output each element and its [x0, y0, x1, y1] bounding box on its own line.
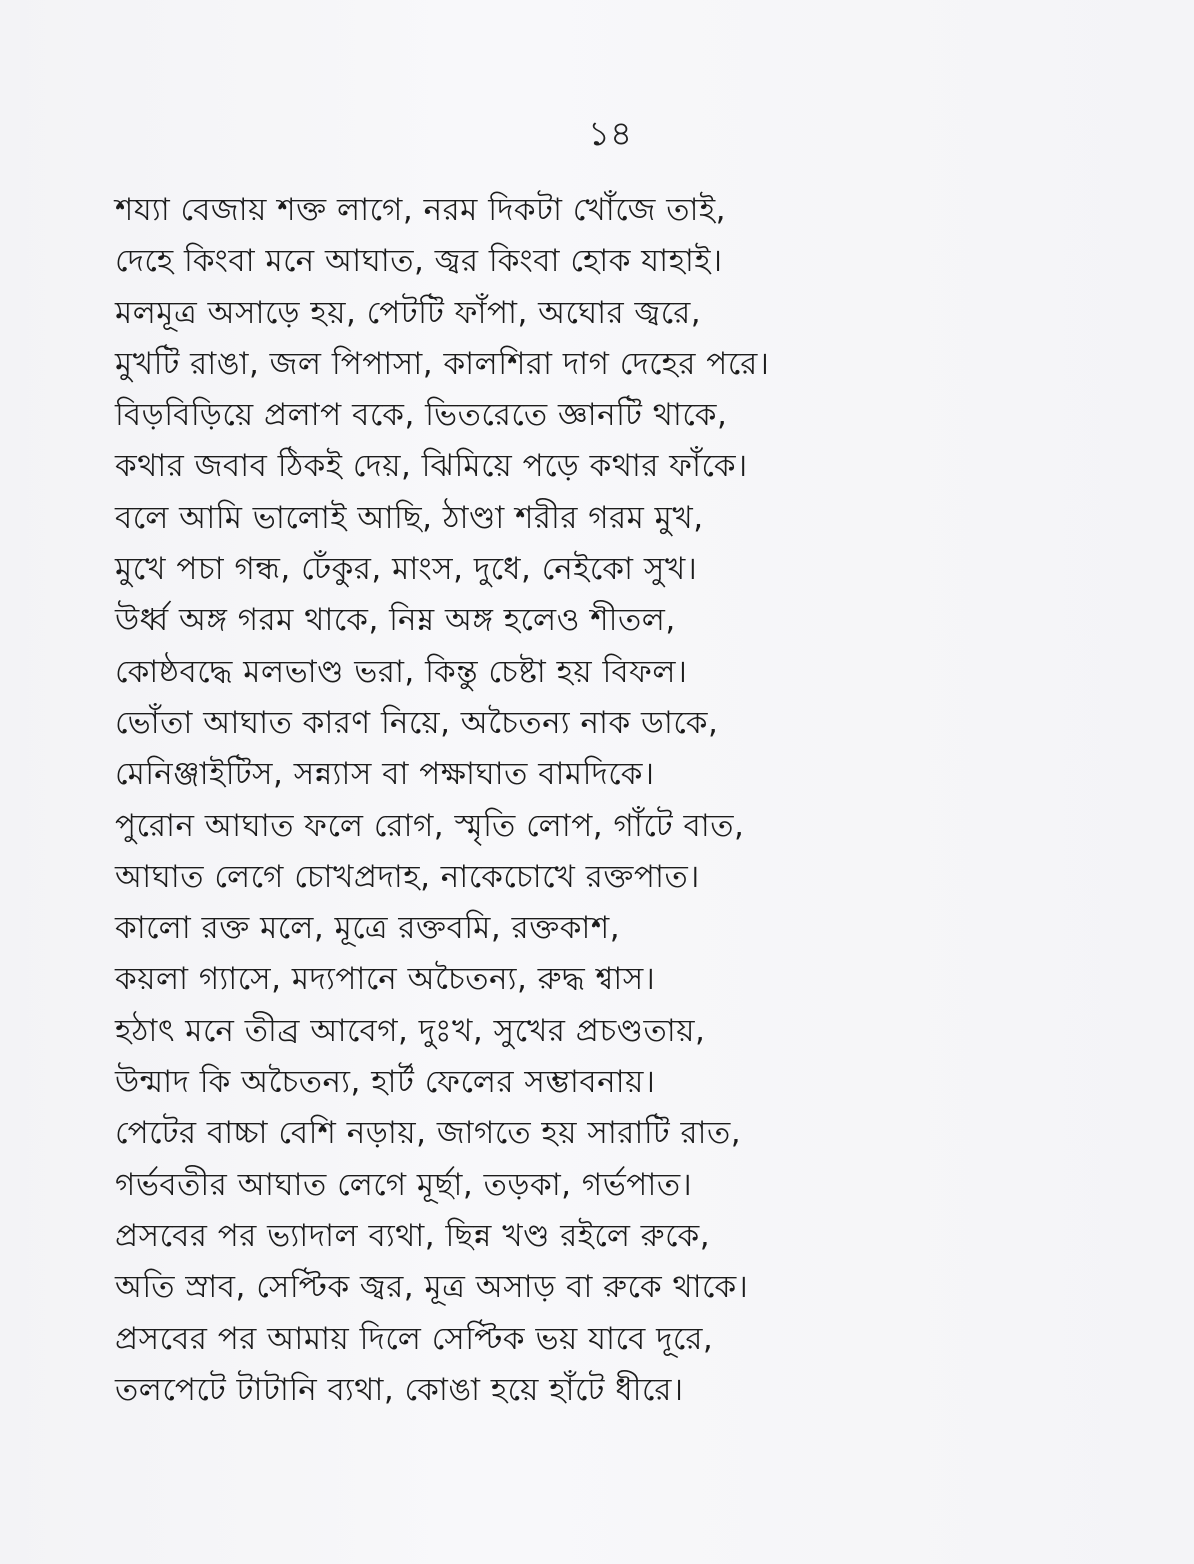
verse-line: শয্যা বেজায় শক্ত লাগে, নরম দিকটা খোঁজে তাই,	[115, 192, 726, 228]
verse-line: গর্ভবতীর আঘাত লেগে মূর্ছা, তড়কা, গর্ভপাত।	[115, 1166, 693, 1203]
verse-line: হঠাৎ মনে তীব্র আবেগ, দুঃখ, সুখের প্রচণ্ডতায়,	[115, 1012, 706, 1049]
verse-line: উর্ধ্ব অঙ্গ গরম থাকে, নিম্ন অঙ্গ হলেও শীতল,	[115, 602, 676, 639]
verse-line: আঘাত লেগে চোখপ্রদাহ, নাকেচোখে রক্তপাত।	[115, 858, 700, 895]
verse-line: বিড়বিড়িয়ে প্রলাপ বকে, ভিতরেতে জ্ঞানটি থাকে,	[115, 397, 728, 434]
verse-line: কথার জবাব ঠিকই দেয়, ঝিমিয়ে পড়ে কথার ফাঁকে।	[115, 448, 748, 485]
verse-line: পেটের বাচ্চা বেশি নড়ায়, জাগতে হয় সারাটি রাত,	[115, 1115, 742, 1152]
verse-line: কোষ্ঠবদ্ধে মলভাণ্ড ভরা, কিন্তু চেষ্টা হয় বিফল।	[115, 653, 688, 690]
verse-line: কয়লা গ্যাসে, মদ্যপানে অচৈতন্য, রুদ্ধ শ্বাস।	[115, 961, 656, 998]
verse-line: প্রসবের পর আমায় দিলে সেপ্টিক ভয় যাবে দূরে,	[115, 1320, 714, 1357]
verse-line: মুখটি রাঙা, জল পিপাসা, কালশিরা দাগ দেহের পরে।	[115, 345, 770, 382]
verse-line: অতি স্রাব, সেপ্টিক জ্বর, মূত্র অসাড় বা রুকে থাকে।	[115, 1269, 749, 1306]
verse-line: মুখে পচা গন্ধ, ঢেঁকুর, মাংস, দুধে, নেইকো সুখ।	[115, 551, 698, 588]
verse-line: তলপেটে টাটানি ব্যথা, কোঙা হয়ে হাঁটে ধীরে।	[115, 1371, 684, 1408]
page-number: ১৪	[587, 114, 633, 154]
verse-line: মেনিঞ্জাইটিস, সন্ন্যাস বা পক্ষাঘাত বামদিকে।	[115, 756, 655, 793]
verse-line: প্রসবের পর ভ্যাদাল ব্যথা, ছিন্ন খণ্ড রইলে রুকে,	[115, 1217, 711, 1254]
verse-line: ভোঁতা আঘাত কারণ নিয়ে, অচৈতন্য নাক ডাকে,	[115, 704, 719, 741]
verse-line: মলমূত্র অসাড়ে হয়, পেটটি ফাঁপা, অঘোর জ্বরে,	[115, 294, 702, 331]
verse-line: বলে আমি ভালোই আছি, ঠাণ্ডা শরীর গরম মুখ,	[115, 499, 704, 536]
verse-line: পুরোন আঘাত ফলে রোগ, স্মৃতি লোপ, গাঁটে বাত,	[115, 807, 745, 844]
verse-text	[115, 185, 1115, 1416]
verse-line: কালো রক্ত মলে, মূত্রে রক্তবমি, রক্তকাশ,	[115, 910, 621, 947]
verse-line: উন্মাদ কি অচৈতন্য, হার্ট ফেলের সম্ভাবনায়।	[115, 1064, 656, 1101]
verse-line: দেহে কিংবা মনে আঘাত, জ্বর কিংবা হোক যাহাই।	[115, 243, 723, 280]
